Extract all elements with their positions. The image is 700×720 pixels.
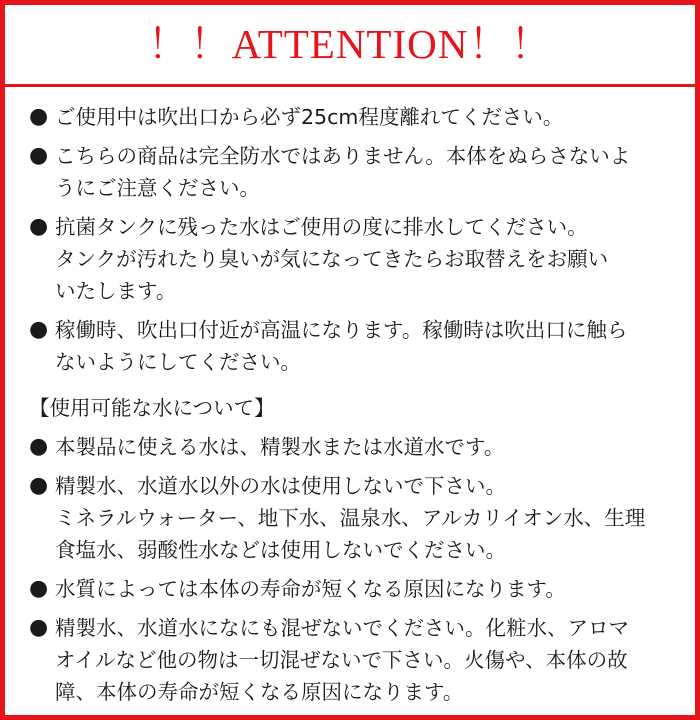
notice-line: 水質によっては本体の寿命が短くなる原因になります。 xyxy=(55,577,566,601)
bullet-icon: ● xyxy=(29,104,49,129)
notice-line: ないようにしてください。 xyxy=(55,350,301,374)
notice-line: ご使用中は吹出口から必ず25cm程度離れてください。 xyxy=(55,105,564,129)
notice-line: 本製品に使える水は、精製水または水道水です。 xyxy=(55,435,505,459)
bullet-icon: ● xyxy=(29,615,49,640)
notice-line: うにご注意ください。 xyxy=(55,176,260,200)
bullet-icon: ● xyxy=(29,143,49,168)
bullet-icon: ● xyxy=(29,576,49,601)
notice-line: オイルなど他の物は一切混ぜないで下さい。火傷や、本体の故 xyxy=(55,648,628,672)
notice-line: こちらの商品は完全防水ではありません。本体をぬらさないよ xyxy=(55,144,631,168)
notice-item-distance xyxy=(29,101,677,133)
notice-item-water-quality xyxy=(29,573,677,605)
notice-line: 精製水、水道水以外の水は使用しないで下さい。 xyxy=(55,474,506,498)
bullet-icon: ● xyxy=(29,317,49,342)
notice-line: いたします。 xyxy=(55,279,177,303)
notice-item-waterproof xyxy=(29,140,677,204)
notice-line: 障、本体の寿命が短くなる原因になります。 xyxy=(55,680,464,704)
notice-item-tank xyxy=(29,211,677,307)
notice-item-other-water xyxy=(29,470,677,566)
bullet-icon: ● xyxy=(29,214,49,239)
bullet-icon: ● xyxy=(29,473,49,498)
title-divider xyxy=(5,84,695,87)
notice-item-heat xyxy=(29,314,677,378)
notice-item-no-mixing xyxy=(29,612,677,708)
notice-content xyxy=(29,101,677,715)
notice-item-usable-water xyxy=(29,431,677,463)
notice-line: 食塩水、弱酸性水などは使用しないでください。 xyxy=(55,538,506,562)
notice-line: 稼働時、吹出口付近が高温になります。稼働時は吹出口に触ら xyxy=(55,318,628,342)
bullet-icon: ● xyxy=(29,434,49,459)
notice-line: タンクが汚れたり臭いが気になってきたらお取替えをお願い xyxy=(55,247,609,271)
notice-line: ミネラルウォーター、地下水、温泉水、アルカリイオン水、生理 xyxy=(55,506,646,530)
notice-line: 精製水、水道水になにも混ぜないでください。化粧水、アロマ xyxy=(55,616,629,640)
section-heading-water: 【使用可能な水について】 xyxy=(29,396,275,420)
attention-title: ！！ATTENTION！！ xyxy=(147,21,553,67)
notice-line: 抗菌タンクに残った水はご使用の度に排水してください。 xyxy=(55,215,588,239)
